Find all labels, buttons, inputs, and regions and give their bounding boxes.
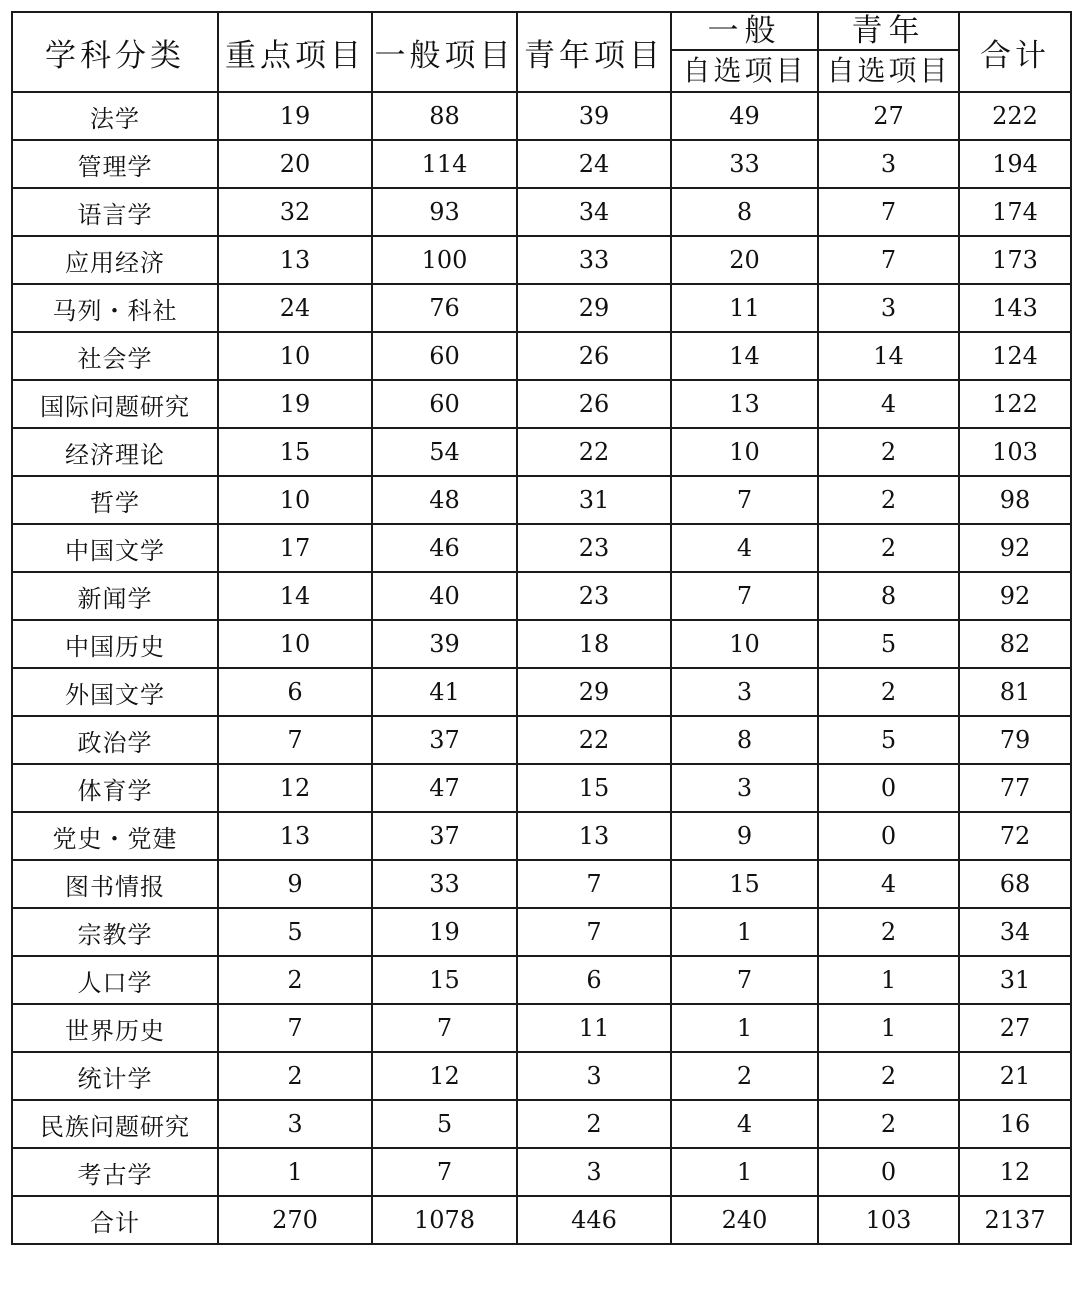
cell-general-self-selected: 49 [671, 92, 818, 140]
cell-key-projects: 20 [218, 140, 372, 188]
cell-youth-self-selected: 7 [818, 188, 959, 236]
cell-youth-self-selected: 4 [818, 380, 959, 428]
cell-key-projects: 13 [218, 236, 372, 284]
cell-total: 222 [959, 92, 1071, 140]
cell-category: 宗教学 [12, 908, 218, 956]
header-total: 合计 [959, 12, 1071, 92]
cell-category: 中国文学 [12, 524, 218, 572]
table-body [12, 92, 1071, 1244]
cell-general-self-selected: 8 [671, 188, 818, 236]
cell-key-projects: 7 [218, 1004, 372, 1052]
cell-general-self-selected: 8 [671, 716, 818, 764]
cell-general-projects: 54 [372, 428, 517, 476]
cell-youth-projects: 33 [517, 236, 671, 284]
cell-youth-self-selected: 2 [818, 1052, 959, 1100]
cell-general-self-selected: 1 [671, 1004, 818, 1052]
cell-youth-self-selected: 8 [818, 572, 959, 620]
cell-youth-projects: 29 [517, 668, 671, 716]
cell-general-projects: 7 [372, 1004, 517, 1052]
cell-general-self-selected: 7 [671, 956, 818, 1004]
cell-youth-projects: 446 [517, 1196, 671, 1244]
cell-category: 图书情报 [12, 860, 218, 908]
cell-youth-self-selected: 1 [818, 1004, 959, 1052]
cell-category: 党史・党建 [12, 812, 218, 860]
header-general-self-bottom: 自选项目 [682, 54, 807, 87]
cell-general-self-selected: 15 [671, 860, 818, 908]
cell-key-projects: 2 [218, 956, 372, 1004]
cell-total: 31 [959, 956, 1071, 1004]
header-key-projects: 重点项目 [218, 12, 372, 92]
cell-youth-projects: 18 [517, 620, 671, 668]
cell-youth-self-selected: 14 [818, 332, 959, 380]
table-row [12, 716, 1071, 764]
cell-key-projects: 12 [218, 764, 372, 812]
cell-general-self-selected: 4 [671, 524, 818, 572]
cell-youth-projects: 15 [517, 764, 671, 812]
cell-general-projects: 88 [372, 92, 517, 140]
cell-general-projects: 15 [372, 956, 517, 1004]
cell-key-projects: 1 [218, 1148, 372, 1196]
cell-youth-self-selected: 0 [818, 764, 959, 812]
cell-youth-projects: 22 [517, 716, 671, 764]
header-youth-self-top: 青年 [819, 13, 958, 51]
cell-category: 管理学 [12, 140, 218, 188]
cell-total: 98 [959, 476, 1071, 524]
cell-category: 考古学 [12, 1148, 218, 1196]
cell-total: 174 [959, 188, 1071, 236]
cell-category: 世界历史 [12, 1004, 218, 1052]
cell-general-projects: 12 [372, 1052, 517, 1100]
cell-category: 国际问题研究 [12, 380, 218, 428]
table-row [12, 188, 1071, 236]
cell-general-self-selected: 4 [671, 1100, 818, 1148]
cell-general-self-selected: 3 [671, 668, 818, 716]
cell-general-self-selected: 13 [671, 380, 818, 428]
header-general-self-selected [671, 12, 818, 92]
cell-key-projects: 7 [218, 716, 372, 764]
header-youth-self-bottom: 自选项目 [826, 54, 951, 87]
cell-total: 143 [959, 284, 1071, 332]
cell-category: 体育学 [12, 764, 218, 812]
header-row [12, 12, 1071, 92]
cell-key-projects: 17 [218, 524, 372, 572]
table-row [12, 764, 1071, 812]
table-row [12, 380, 1071, 428]
table-row [12, 812, 1071, 860]
cell-category: 应用经济 [12, 236, 218, 284]
cell-youth-projects: 39 [517, 92, 671, 140]
table-row [12, 1148, 1071, 1196]
cell-general-self-selected: 14 [671, 332, 818, 380]
cell-category: 语言学 [12, 188, 218, 236]
cell-total: 124 [959, 332, 1071, 380]
cell-general-self-selected: 3 [671, 764, 818, 812]
cell-general-self-selected: 10 [671, 428, 818, 476]
cell-category: 合计 [12, 1196, 218, 1244]
cell-youth-self-selected: 5 [818, 716, 959, 764]
cell-category: 法学 [12, 92, 218, 140]
cell-youth-projects: 24 [517, 140, 671, 188]
cell-youth-projects: 26 [517, 332, 671, 380]
cell-key-projects: 14 [218, 572, 372, 620]
header-youth-self-selected [818, 12, 959, 92]
cell-total: 21 [959, 1052, 1071, 1100]
cell-youth-self-selected: 2 [818, 524, 959, 572]
cell-general-self-selected: 2 [671, 1052, 818, 1100]
cell-general-self-selected: 240 [671, 1196, 818, 1244]
table-row [12, 956, 1071, 1004]
cell-youth-self-selected: 4 [818, 860, 959, 908]
table-row [12, 236, 1071, 284]
cell-youth-projects: 34 [517, 188, 671, 236]
cell-total: 12 [959, 1148, 1071, 1196]
cell-key-projects: 5 [218, 908, 372, 956]
table-row [12, 140, 1071, 188]
cell-youth-self-selected: 2 [818, 908, 959, 956]
cell-category: 政治学 [12, 716, 218, 764]
cell-category: 社会学 [12, 332, 218, 380]
cell-general-projects: 47 [372, 764, 517, 812]
cell-youth-self-selected: 103 [818, 1196, 959, 1244]
cell-youth-self-selected: 2 [818, 476, 959, 524]
table-row [12, 524, 1071, 572]
cell-general-self-selected: 7 [671, 476, 818, 524]
cell-youth-projects: 3 [517, 1052, 671, 1100]
table-row [12, 1100, 1071, 1148]
header-category: 学科分类 [12, 12, 218, 92]
cell-youth-projects: 3 [517, 1148, 671, 1196]
cell-youth-self-selected: 1 [818, 956, 959, 1004]
table-row [12, 1052, 1071, 1100]
cell-general-self-selected: 1 [671, 1148, 818, 1196]
cell-general-projects: 37 [372, 812, 517, 860]
cell-general-projects: 60 [372, 380, 517, 428]
table-row [12, 1004, 1071, 1052]
cell-general-self-selected: 7 [671, 572, 818, 620]
cell-general-projects: 41 [372, 668, 517, 716]
cell-general-self-selected: 11 [671, 284, 818, 332]
table-row [12, 428, 1071, 476]
cell-youth-self-selected: 0 [818, 1148, 959, 1196]
cell-youth-projects: 6 [517, 956, 671, 1004]
cell-total: 27 [959, 1004, 1071, 1052]
cell-youth-projects: 23 [517, 572, 671, 620]
cell-youth-projects: 7 [517, 860, 671, 908]
cell-category: 哲学 [12, 476, 218, 524]
cell-general-self-selected: 20 [671, 236, 818, 284]
cell-category: 经济理论 [12, 428, 218, 476]
cell-key-projects: 15 [218, 428, 372, 476]
cell-general-projects: 19 [372, 908, 517, 956]
cell-total: 2137 [959, 1196, 1071, 1244]
cell-total: 82 [959, 620, 1071, 668]
table-row [12, 572, 1071, 620]
cell-total: 68 [959, 860, 1071, 908]
cell-youth-projects: 2 [517, 1100, 671, 1148]
cell-general-projects: 114 [372, 140, 517, 188]
cell-youth-self-selected: 5 [818, 620, 959, 668]
cell-category: 马列・科社 [12, 284, 218, 332]
cell-youth-projects: 22 [517, 428, 671, 476]
header-general-self-top: 一般 [672, 13, 817, 51]
cell-youth-self-selected: 3 [818, 284, 959, 332]
header-general-projects: 一般项目 [372, 12, 517, 92]
cell-key-projects: 19 [218, 92, 372, 140]
cell-total: 194 [959, 140, 1071, 188]
table-row [12, 908, 1071, 956]
cell-key-projects: 10 [218, 332, 372, 380]
cell-youth-projects: 23 [517, 524, 671, 572]
cell-youth-self-selected: 2 [818, 668, 959, 716]
cell-youth-projects: 26 [517, 380, 671, 428]
cell-total: 122 [959, 380, 1071, 428]
table-row [12, 476, 1071, 524]
cell-youth-self-selected: 2 [818, 1100, 959, 1148]
cell-general-self-selected: 10 [671, 620, 818, 668]
cell-general-projects: 1078 [372, 1196, 517, 1244]
table-row [12, 92, 1071, 140]
cell-general-self-selected: 1 [671, 908, 818, 956]
cell-total: 92 [959, 572, 1071, 620]
cell-total: 16 [959, 1100, 1071, 1148]
cell-general-projects: 40 [372, 572, 517, 620]
cell-key-projects: 9 [218, 860, 372, 908]
cell-key-projects: 19 [218, 380, 372, 428]
cell-total: 173 [959, 236, 1071, 284]
cell-general-projects: 37 [372, 716, 517, 764]
cell-total: 81 [959, 668, 1071, 716]
cell-key-projects: 6 [218, 668, 372, 716]
cell-youth-projects: 29 [517, 284, 671, 332]
table-row [12, 668, 1071, 716]
cell-category: 民族问题研究 [12, 1100, 218, 1148]
cell-category: 新闻学 [12, 572, 218, 620]
cell-total: 77 [959, 764, 1071, 812]
cell-general-projects: 46 [372, 524, 517, 572]
cell-general-projects: 7 [372, 1148, 517, 1196]
cell-key-projects: 2 [218, 1052, 372, 1100]
cell-youth-projects: 11 [517, 1004, 671, 1052]
cell-key-projects: 3 [218, 1100, 372, 1148]
statistics-table [11, 11, 1072, 1245]
cell-youth-projects: 31 [517, 476, 671, 524]
cell-youth-projects: 13 [517, 812, 671, 860]
cell-category: 统计学 [12, 1052, 218, 1100]
cell-youth-self-selected: 3 [818, 140, 959, 188]
table-row [12, 860, 1071, 908]
cell-key-projects: 270 [218, 1196, 372, 1244]
cell-key-projects: 24 [218, 284, 372, 332]
cell-youth-self-selected: 2 [818, 428, 959, 476]
cell-youth-self-selected: 27 [818, 92, 959, 140]
cell-youth-self-selected: 7 [818, 236, 959, 284]
cell-total: 72 [959, 812, 1071, 860]
cell-youth-projects: 7 [517, 908, 671, 956]
cell-general-projects: 48 [372, 476, 517, 524]
table-total-row [12, 1196, 1071, 1244]
cell-general-projects: 76 [372, 284, 517, 332]
cell-youth-self-selected: 0 [818, 812, 959, 860]
cell-general-projects: 5 [372, 1100, 517, 1148]
cell-general-self-selected: 33 [671, 140, 818, 188]
cell-general-projects: 60 [372, 332, 517, 380]
cell-category: 中国历史 [12, 620, 218, 668]
cell-total: 103 [959, 428, 1071, 476]
cell-general-projects: 39 [372, 620, 517, 668]
cell-total: 79 [959, 716, 1071, 764]
cell-category: 人口学 [12, 956, 218, 1004]
cell-category: 外国文学 [12, 668, 218, 716]
table-row [12, 284, 1071, 332]
cell-general-projects: 33 [372, 860, 517, 908]
table-row [12, 620, 1071, 668]
cell-general-self-selected: 9 [671, 812, 818, 860]
table-row [12, 332, 1071, 380]
cell-key-projects: 10 [218, 620, 372, 668]
cell-total: 34 [959, 908, 1071, 956]
cell-general-projects: 100 [372, 236, 517, 284]
cell-key-projects: 10 [218, 476, 372, 524]
cell-general-projects: 93 [372, 188, 517, 236]
cell-total: 92 [959, 524, 1071, 572]
header-youth-projects: 青年项目 [517, 12, 671, 92]
cell-key-projects: 32 [218, 188, 372, 236]
cell-key-projects: 13 [218, 812, 372, 860]
table-header [12, 12, 1071, 92]
